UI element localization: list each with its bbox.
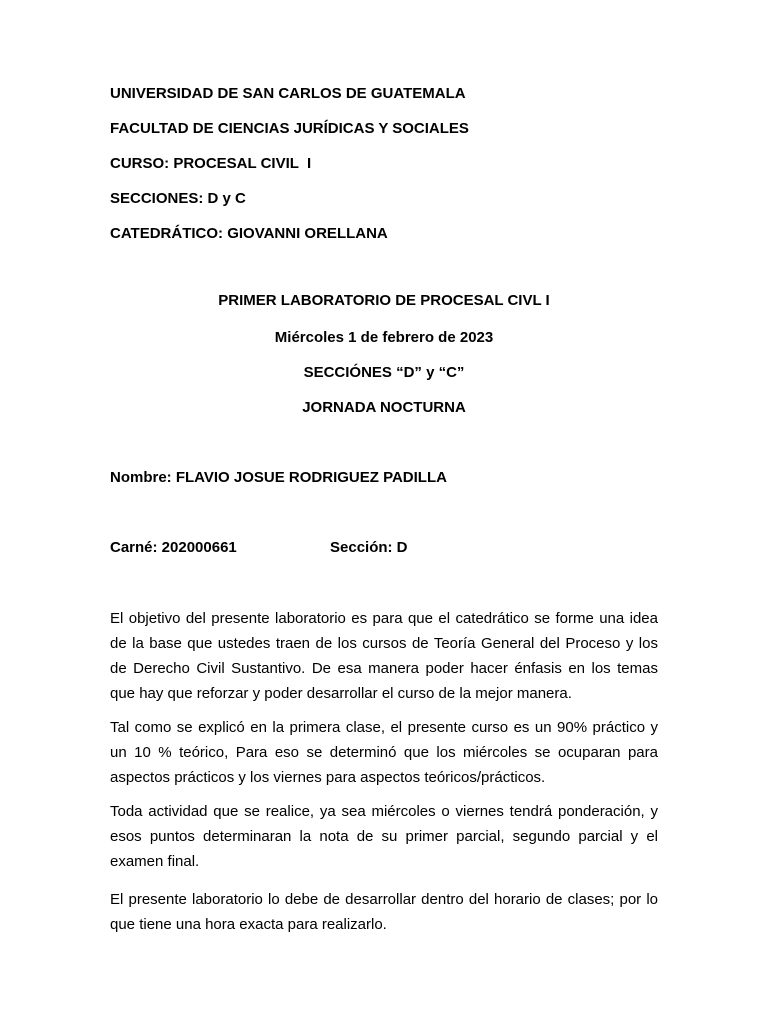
lab-sections: SECCIÓNES “D” y “C” (303, 364, 465, 381)
student-carne: Carné: 202000661 (110, 539, 237, 556)
faculty-name: FACULTAD DE CIENCIAS JURÍDICAS Y SOCIALES (110, 120, 469, 137)
lab-shift: JORNADA NOCTURNA (302, 399, 466, 416)
university-name: UNIVERSIDAD DE SAN CARLOS DE GUATEMALA (110, 85, 466, 102)
student-section: Sección: D (330, 539, 408, 556)
course-name: CURSO: PROCESAL CIVIL I (110, 155, 312, 172)
lab-title: PRIMER LABORATORIO DE PROCESAL CIVL I (218, 292, 550, 309)
paragraph-time-limit: El presente laboratorio lo debe de desarrollar dentro del horario de clases; por lo que tiene una hora exacta para realizarlo. (110, 891, 658, 933)
professor-line: CATEDRÁTICO: GIOVANNI ORELLANA (110, 225, 388, 242)
lab-date: Miércoles 1 de febrero de 2023 (274, 329, 494, 346)
student-name: Nombre: FLAVIO JOSUE RODRIGUEZ PADILLA (110, 469, 447, 486)
paragraph-grading: Toda actividad que se realice, ya sea miércoles o viernes tendrá ponderación, y esos puntos determinaran la nota de su primer parcial, segundo parcial y el examen final. (110, 803, 658, 870)
sections-line: SECCIONES: D y C (110, 190, 246, 207)
paragraph-course-split: Tal como se explicó en la primera clase, el presente curso es un 90% práctico y un 10 % teórico, Para eso se determinó que los miércoles se ocuparan para aspectos prácticos y los viernes para aspectos teóricos/prácticos. (110, 719, 658, 786)
paragraph-objective: El objetivo del presente laboratorio es para que el catedrático se forme una idea de la base que ustedes traen de los cursos de Teoría General del Proceso y los de Derecho Civil Sustantivo. De esa manera poder hacer énfasis en los temas que hay que reforzar y poder desarrollar el curso de la mejor manera. (110, 610, 658, 702)
